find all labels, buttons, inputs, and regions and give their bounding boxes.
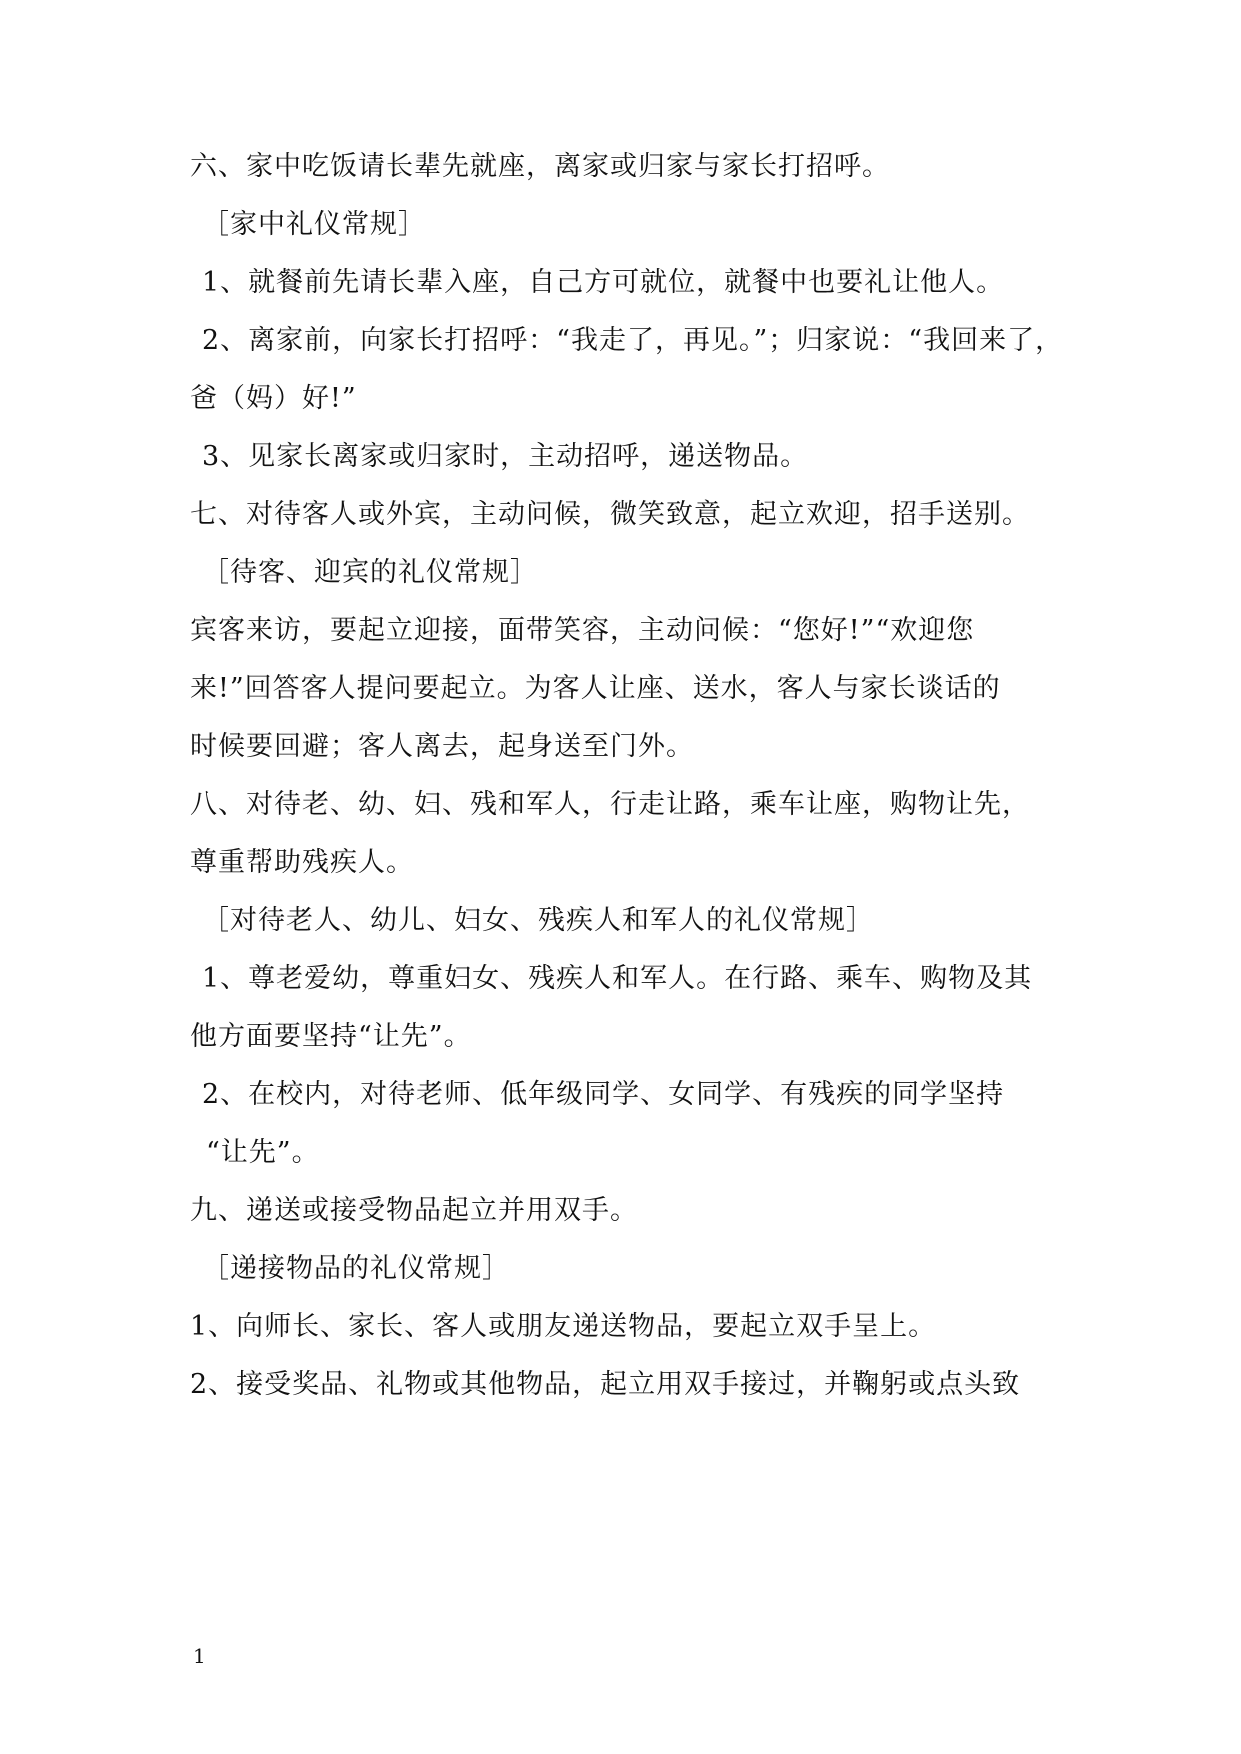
text-line-section-8: 八、对待老、幼、妇、残和军人，行走让路，乘车让座，购物让先， (190, 789, 1030, 820)
text-line-guest-para-2: 来!”回答客人提问要起立。为客人让座、送水，客人与家长谈话的 (190, 673, 1001, 704)
text-line-elder-item-1-cont: 他方面要坚持“让先”。 (190, 1021, 472, 1052)
text-line-guest-para-3: 时候要回避；客人离去，起身送至门外。 (190, 731, 694, 762)
text-line-home-item-1: 1、就餐前先请长辈入座，自己方可就位，就餐中也要礼让他人。 (202, 267, 1005, 298)
text-line-home-item-2: 2、离家前，向家长打招呼：“我走了，再见。”；归家说：“我回来了， (202, 325, 1064, 356)
text-line-section-6: 六、家中吃饭请长辈先就座，离家或归家与家长打招呼。 (190, 151, 890, 182)
text-line-heading-home-etiquette: ［家中礼仪常规］ (202, 209, 426, 240)
text-line-handover-item-1: 1、向师长、家长、客人或朋友递送物品，要起立双手呈上。 (190, 1311, 937, 1342)
text-line-section-9: 九、递送或接受物品起立并用双手。 (190, 1195, 638, 1226)
text-line-elder-item-2-cont: “让先”。 (206, 1137, 320, 1168)
text-line-handover-item-2: 2、接受奖品、礼物或其他物品，起立用双手接过，并鞠躬或点头致 (190, 1369, 1021, 1400)
text-line-section-8-cont: 尊重帮助残疾人。 (190, 847, 414, 878)
text-line-heading-guest-etiquette: ［待客、迎宾的礼仪常规］ (202, 557, 538, 588)
page-number: 1 (193, 1644, 206, 1668)
text-line-guest-para-1: 宾客来访，要起立迎接，面带笑容，主动问候：“您好!”“欢迎您 (190, 615, 975, 646)
text-line-heading-elder-etiquette: ［对待老人、幼儿、妇女、残疾人和军人的礼仪常规］ (202, 905, 874, 936)
text-line-section-7: 七、对待客人或外宾，主动问候，微笑致意，起立欢迎，招手送别。 (190, 499, 1030, 530)
text-line-home-item-2-cont: 爸（妈）好!” (190, 383, 357, 414)
text-line-home-item-3: 3、见家长离家或归家时，主动招呼，递送物品。 (202, 441, 809, 472)
text-line-elder-item-1: 1、尊老爱幼，尊重妇女、残疾人和军人。在行路、乘车、购物及其 (202, 963, 1033, 994)
text-line-heading-handover-etiquette: ［递接物品的礼仪常规］ (202, 1253, 510, 1284)
text-line-elder-item-2: 2、在校内，对待老师、低年级同学、女同学、有残疾的同学坚持 (202, 1079, 1005, 1110)
